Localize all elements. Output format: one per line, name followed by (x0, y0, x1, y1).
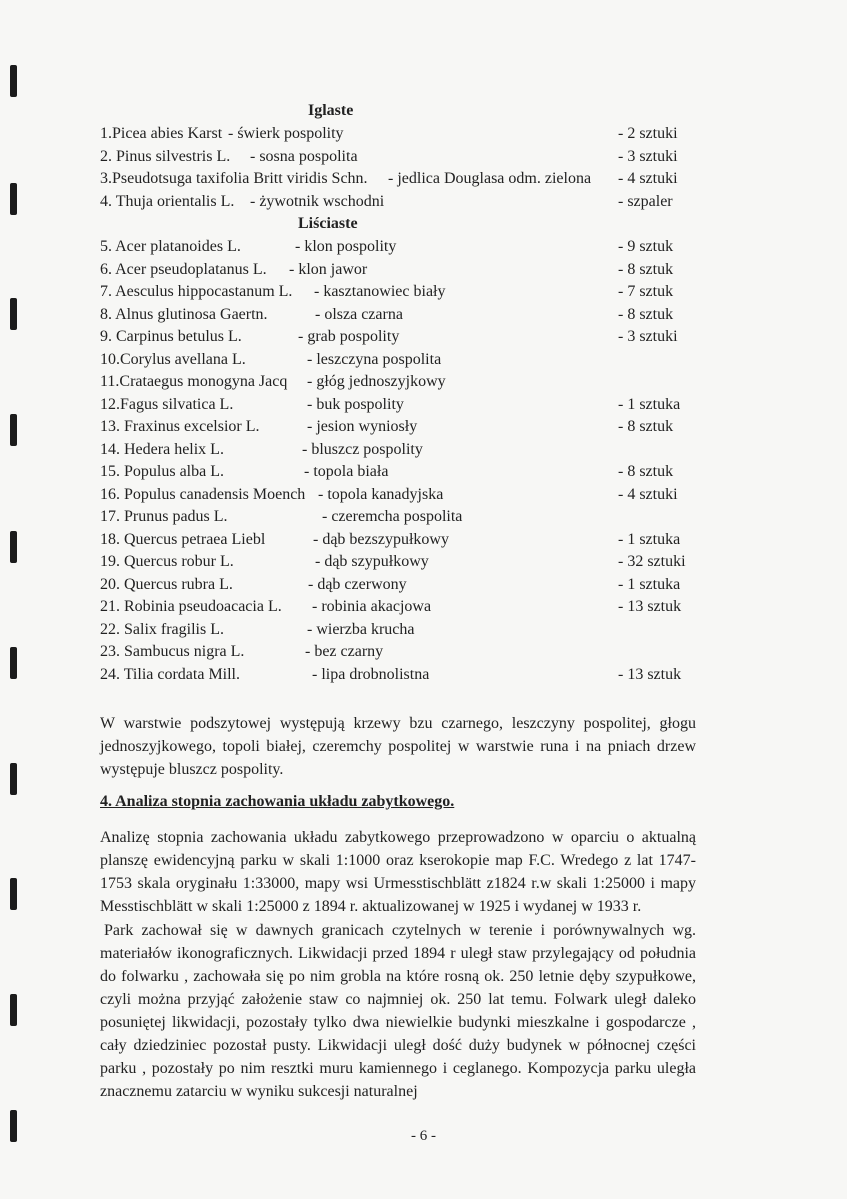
species-row (100, 371, 700, 393)
species-row (100, 484, 700, 506)
paragraph-text: W warstwie podszytowej występują krzewy bzu czarnego, leszczyny pospolitej, głogu jednoszyjkowego, topoli białej, czeremchy pospolitej w warstwie runa i na pniach drzew występuje bluszcz pospolity. (100, 715, 696, 778)
species-polish-name: - lipa drobnolistna (312, 665, 430, 683)
species-row (100, 439, 700, 461)
species-count: - 8 sztuk (618, 305, 674, 323)
binder-mark (10, 298, 17, 330)
species-latin-name: 12.Fagus silvatica L. (100, 395, 234, 413)
species-polish-name: - grab pospolity (298, 328, 400, 345)
species-latin-name: 20. Quercus rubra L. (100, 575, 233, 593)
species-latin-name: 4. Thuja orientalis L. (100, 192, 235, 210)
species-row (100, 596, 700, 618)
species-count: - 1 sztuka (618, 395, 681, 413)
species-count: - 2 sztuki (618, 125, 678, 142)
species-count: - 13 sztuk (618, 598, 682, 615)
species-latin-name: 5. Acer platanoides L. (100, 238, 241, 255)
species-row (100, 529, 700, 551)
species-latin-name: 1.Picea abies Karst (100, 125, 223, 142)
paragraph-text: Analizę stopnia zachowania układu zabytkowego przeprowadzono w oparciu o aktualną planszę ewidencyjną parku w skali 1:1000 oraz kserokopie map F.C. Wredego z lat 1747-1753 skala oryginału 1:33000, mapy wsi Urmesstischblätt z1824 r.w skali 1:25000 i mapy Messtischblätt w skali 1:25000 z 1894 r. aktualizowanej w 1925 i wydanej w 1933 r. (100, 829, 696, 915)
species-latin-name: 16. Populus canadensis Moench (100, 485, 306, 503)
species-latin-name: 6. Acer pseudoplatanus L. (100, 260, 267, 278)
species-polish-name: - klon jawor (289, 260, 368, 278)
species-count: - 3 sztuki (618, 328, 678, 345)
species-latin-name: 15. Populus alba L. (100, 463, 224, 480)
species-row (100, 416, 700, 438)
species-latin-name: 22. Salix fragilis L. (100, 620, 224, 638)
species-polish-name: - leszczyna pospolita (307, 350, 442, 368)
species-row (100, 326, 700, 348)
species-latin-name: 9. Carpinus betulus L. (100, 328, 242, 345)
species-count: - 4 sztuki (618, 170, 678, 187)
species-polish-name: - czeremcha pospolita (322, 508, 463, 525)
species-polish-name: - dąb czerwony (308, 575, 407, 593)
species-latin-name: 14. Hedera helix L. (100, 440, 224, 458)
species-latin-name: 21. Robinia pseudoacacia L. (100, 598, 282, 615)
species-count: - 7 sztuk (618, 283, 674, 300)
species-polish-name: - buk pospolity (307, 395, 404, 413)
species-latin-name: 23. Sambucus nigra L. (100, 643, 245, 660)
species-count: - 1 sztuka (618, 575, 681, 593)
heading-coniferous: Iglaste (308, 102, 354, 119)
species-row (100, 394, 700, 416)
binder-mark (10, 65, 17, 97)
binder-mark (10, 531, 17, 563)
paragraph-text: Park zachował się w dawnych granicach czytelnych w terenie i porównywalnych wg. materiałów ikonograficznych. Likwidacji przed 1894 r uległ staw przylegający od południa do folwarku , zachowała się po nim grobla na które rosną ok. 250 letnie dęby szypułkowe, czyli można przyjąć założenie staw co najmniej ok. 250 lat temu. Folwark uległ daleko posuniętej likwidacji, pozostały tylko dwa niewielkie budynki mieszkalne i gospodarcze , cały dziedziniec pozostał pusty. Likwidacji uległ dość duży budynek w północnej części parku , pozostały po nim resztki muru kamiennego i ceglanego. Kompozycja parku uległa znacznemu zatarciu w wyniku sukcesji naturalnej (100, 922, 696, 1100)
species-count: - 3 sztuki (618, 147, 678, 165)
species-row (100, 551, 700, 573)
species-count: - 8 sztuk (618, 418, 674, 435)
species-polish-name: - bez czarny (305, 643, 384, 660)
species-polish-name: - świerk pospolity (228, 125, 344, 142)
heading-deciduous: Liściaste (298, 215, 358, 232)
species-row (100, 641, 700, 663)
binder-mark (10, 994, 17, 1026)
species-polish-name: - topola kanadyjska (318, 485, 444, 503)
species-polish-name: - dąb szypułkowy (315, 553, 429, 570)
species-latin-name: 7. Aesculus hippocastanum L. (100, 283, 293, 300)
species-row (100, 461, 700, 483)
species-row (100, 281, 700, 303)
species-row (100, 146, 700, 168)
species-latin-name: 17. Prunus padus L. (100, 508, 228, 525)
species-polish-name: - olsza czarna (315, 305, 403, 323)
species-latin-name: 8. Alnus glutinosa Gaertn. (100, 305, 268, 323)
species-row (100, 259, 700, 281)
binder-mark (10, 647, 17, 679)
species-latin-name: 2. Pinus silvestris L. (100, 147, 231, 165)
species-row (100, 574, 700, 596)
species-polish-name: - kasztanowiec biały (314, 283, 446, 300)
species-count: - 1 sztuka (618, 530, 681, 548)
species-count: - szpaler (618, 192, 673, 210)
species-count: - 8 sztuk (618, 260, 674, 278)
species-count: - 8 sztuk (618, 463, 674, 480)
species-polish-name: - sosna pospolita (250, 147, 358, 165)
species-polish-name: - wierzba krucha (307, 620, 415, 638)
species-polish-name: - dąb bezszypułkowy (313, 530, 449, 548)
species-row (100, 349, 700, 371)
binder-mark (10, 878, 17, 910)
paragraph-analysis-1 (100, 826, 696, 918)
species-latin-name: 13. Fraxinus excelsior L. (100, 418, 260, 435)
species-count: - 9 sztuk (618, 238, 674, 255)
species-polish-name: - jesion wyniosły (307, 418, 418, 435)
species-polish-name: - głóg jednoszyjkowy (307, 373, 446, 390)
paragraph-analysis-2 (100, 919, 696, 1103)
species-row (100, 168, 700, 190)
species-polish-name: - bluszcz pospolity (302, 440, 423, 458)
species-row (100, 123, 700, 145)
species-latin-name: 19. Quercus robur L. (100, 553, 234, 570)
species-count: - 4 sztuki (618, 485, 678, 503)
species-count: - 32 sztuki (618, 553, 686, 570)
binder-mark (10, 414, 17, 446)
species-row (100, 506, 700, 528)
species-latin-name: 3.Pseudotsuga taxifolia Britt viridis Schn. (100, 170, 368, 187)
species-row (100, 664, 700, 686)
section-title: 4. Analiza stopnia zachowania układu zabytkowego. (100, 793, 455, 810)
species-polish-name: - jedlica Douglasa odm. zielona (388, 170, 592, 187)
species-polish-name: - robinia akacjowa (312, 598, 432, 615)
species-polish-name: - żywotnik wschodni (250, 192, 385, 210)
species-latin-name: 10.Corylus avellana L. (100, 350, 246, 368)
species-row (100, 619, 700, 641)
species-row (100, 236, 700, 258)
species-latin-name: 11.Crataegus monogyna Jacq (100, 373, 288, 390)
page-number: - 6 - (411, 1128, 436, 1144)
paragraph-undergrowth (100, 712, 696, 781)
species-polish-name: - klon pospolity (295, 238, 397, 255)
species-polish-name: - topola biała (304, 463, 389, 480)
species-row (100, 191, 700, 213)
species-latin-name: 18. Quercus petraea Liebl (100, 530, 266, 548)
species-row (100, 304, 700, 326)
binder-mark (10, 763, 17, 795)
binder-mark (10, 183, 17, 215)
species-latin-name: 24. Tilia cordata Mill. (100, 665, 240, 683)
species-count: - 13 sztuk (618, 665, 682, 683)
